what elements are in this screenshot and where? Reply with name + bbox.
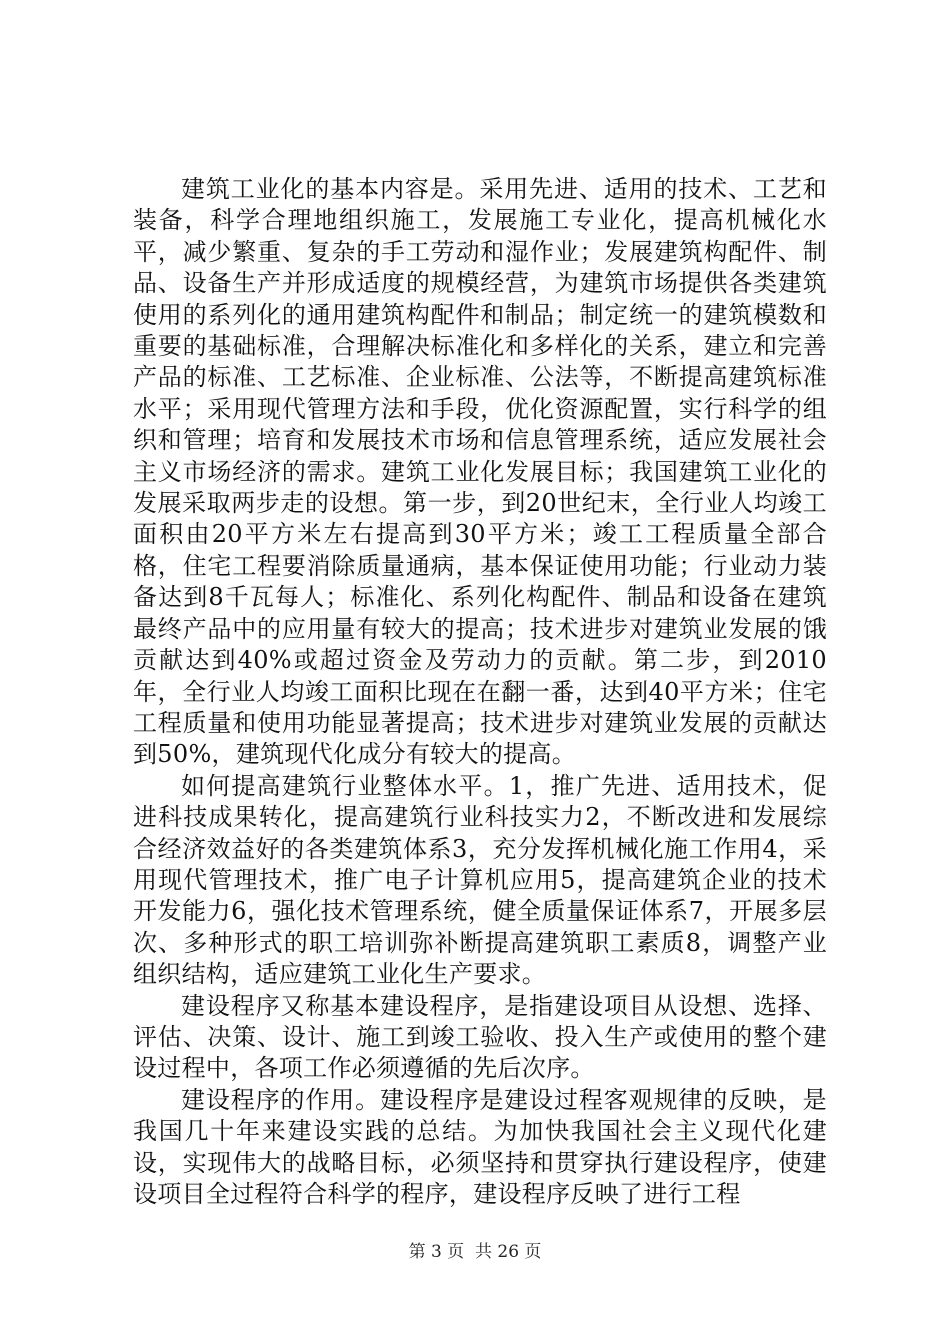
document-body [133, 174, 827, 1210]
paragraph-improve-industry-level: 如何提高建筑行业整体水平。1，推广先进、适用技术，促进科技成果转化，提高建筑行业科技实力2，不断改进和发展综合经济效益好的各类建筑体系3，充分发挥机械化施工作用4，采用现代管理技术，推广电子计算机应用5，提高建筑企业的技术开发能力6，强化技术管理系统，健全质量保证体系7，开展多层次、多种形式的职工培训弥补断提高建筑职工素质8，调整产业组织结构，适应建筑工业化生产要求。 [133, 771, 827, 989]
paragraph-construction-procedure-role: 建设程序的作用。建设程序是建设过程客观规律的反映，是我国几十年来建设实践的总结。为加快我国社会主义现代化建设，实现伟大的战略目标，必须坚持和贯穿执行建设程序，使建设项目全过程符合科学的程序，建设程序反映了进行工程 [133, 1085, 827, 1208]
page-footer [0, 1240, 950, 1264]
paragraph-construction-procedure-definition: 建设程序又称基本建设程序，是指建设项目从设想、选择、评估、决策、设计、施工到竣工验收、投入生产或使用的整个建设过程中，各项工作必须遵循的先后次序。 [133, 991, 827, 1083]
page-number-label: 第 3 页 共 26 页 [408, 1242, 542, 1262]
paragraph-industrialization-content: 建筑工业化的基本内容是。采用先进、适用的技术、工艺和装备，科学合理地组织施工，发展施工专业化，提高机械化水平，减少繁重、复杂的手工劳动和湿作业；发展建筑构配件、制品、设备生产并形成适度的规模经营，为建筑市场提供各类建筑使用的系列化的通用建筑构配件和制品；制定统一的建筑模数和重要的基础标准，合理解决标准化和多样化的关系，建立和完善产品的标准、工艺标准、企业标准、公法等，不断提高建筑标准水平；采用现代管理方法和手段，优化资源配置，实行科学的组织和管理；培育和发展技术市场和信息管理系统，适应发展社会主义市场经济的需求。建筑工业化发展目标；我国建筑工业化的发展采取两步走的设想。第一步，到20世纪末，全行业人均竣工面积由20平方米左右提高到30平方米；竣工工程质量全部合格，住宅工程要消除质量通病，基本保证使用功能；行业动力装备达到8千瓦每人；标准化、系列化构配件、制品和设备在建筑最终产品中的应用量有较大的提高；技术进步对建筑业发展的饿贡献达到40%或超过资金及劳动力的贡献。第二步，到2010年，全行业人均竣工面积比现在在翻一番，达到40平方米；住宅工程质量和使用功能显著提高；技术进步对建筑业发展的贡献达到50%，建筑现代化成分有较大的提高。 [133, 175, 827, 769]
